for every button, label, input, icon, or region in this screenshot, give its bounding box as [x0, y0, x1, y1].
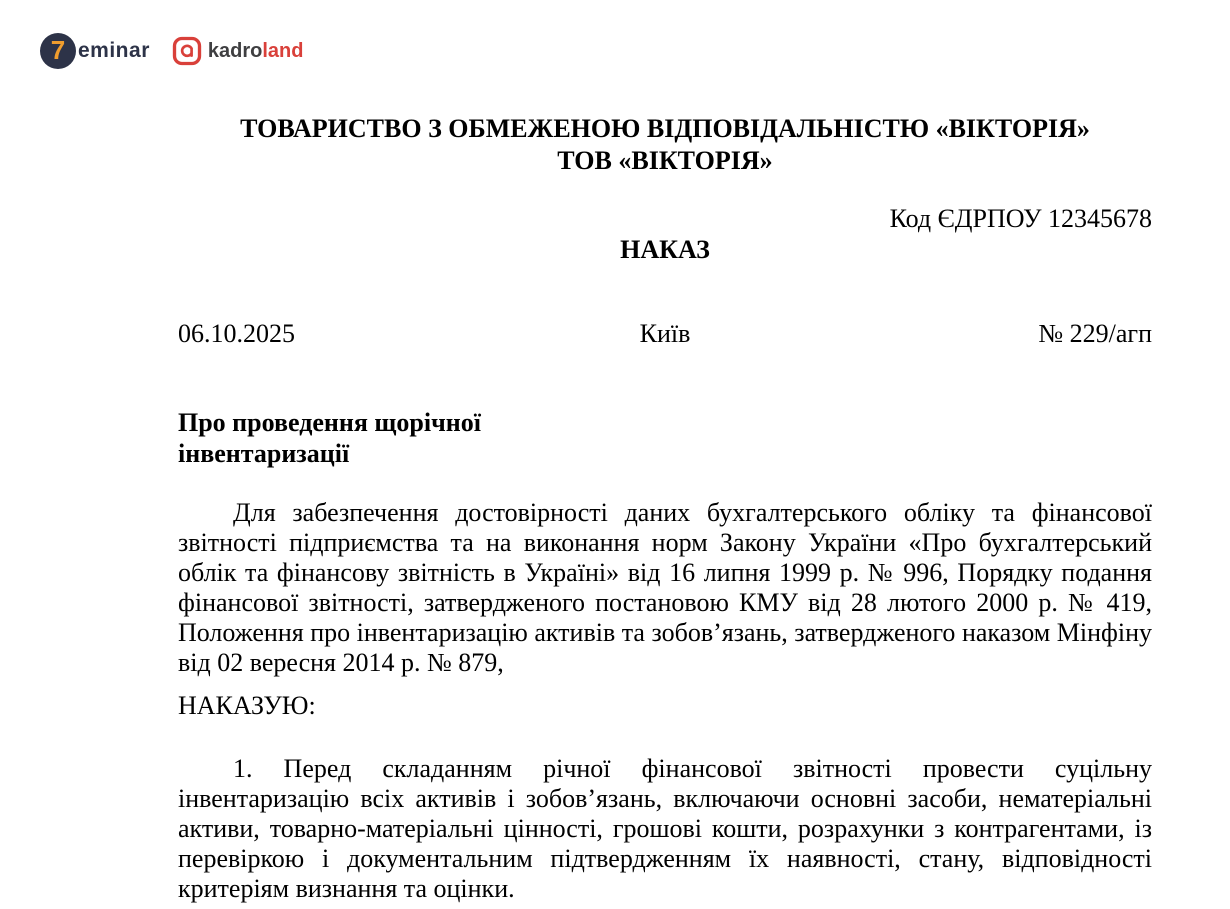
preamble-paragraph: Для забезпечення достовірності даних бухгалтерського обліку та фінансової звітності підприємства та на виконання норм Закону України «Про бухгалтерський облік та фінансову звітність в Україні» від 16 липня 1999 р. № 996, Порядку подання фінансової звітності, затвердженого постановою КМУ від 28 лютого 2000 р. № 419, Положення про інвентаризацію активів та зобов’язань, затвердженого наказом Мінфіну від 02 вересня 2014 р. № 879, — [178, 498, 1152, 677]
kadroland-wordmark — [208, 40, 304, 63]
kadroland-word-accent: land — [262, 39, 304, 62]
document-number: № 229/агп — [1038, 319, 1152, 348]
seminar-logo — [40, 33, 150, 69]
seminar-wordmark: eminar — [78, 39, 150, 62]
company-title-block — [178, 113, 1152, 177]
company-short-name: ТОВ «ВІКТОРІЯ» — [557, 146, 773, 175]
document-type-heading: НАКАЗ — [620, 235, 710, 264]
kadroland-word-dark: kadro — [207, 39, 263, 62]
document-city: Київ — [639, 319, 691, 348]
seminar-7-icon: 7 — [40, 33, 76, 69]
kadroland-at-icon — [172, 36, 202, 66]
requisites-row — [178, 319, 1152, 349]
company-full-name: ТОВАРИСТВО З ОБМЕЖЕНОЮ ВІДПОВІДАЛЬНІСТЮ «ВІКТОРІЯ» — [240, 114, 1090, 143]
order-item-1: 1. Перед складанням річної фінансової звітності провести суцільну інвентаризацію всіх активів і зобов’язань, включаючи основні засоби, нематеріальні активи, товарно-матеріальні цінності, грошові кошти, розрахунки з контрагентами, із перевіркою і документальним підтвердженням їх наявності, стану, відповідності критеріям визнання та оцінки. — [178, 754, 1152, 903]
subject-line: Про проведення щорічної інвентаризації — [178, 408, 481, 468]
edrpou-code-line: Код ЄДРПОУ 12345678 — [889, 204, 1152, 233]
resolution-word: НАКАЗУЮ: — [178, 691, 316, 720]
kadroland-logo — [172, 36, 304, 66]
document-date: 06.10.2025 — [178, 319, 295, 348]
logo-bar — [40, 33, 303, 69]
